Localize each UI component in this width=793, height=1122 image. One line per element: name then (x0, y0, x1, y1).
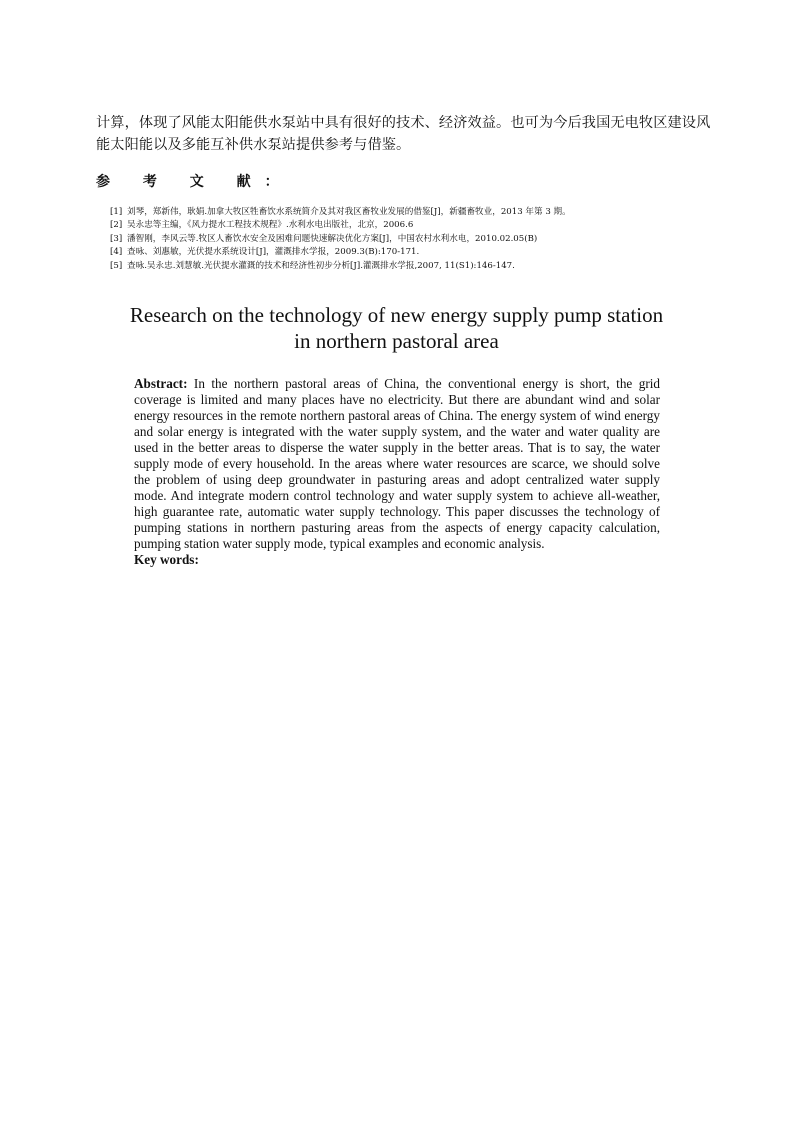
abstract-paragraph (134, 376, 660, 552)
keywords-label: Key words: (134, 552, 199, 567)
reference-number: [3] (110, 233, 123, 244)
reference-item (110, 233, 670, 246)
reference-text: 刘琴，郑新伟，耿娟.加拿大牧区牲畜饮水系统简介及其对我区畜牧业发展的借鉴[J]，新疆畜牧业，2013 年第 3 期。 (127, 207, 571, 217)
references-list (110, 206, 670, 273)
keywords-line (134, 552, 660, 568)
reference-number: [5] (110, 260, 123, 271)
abstract-label: Abstract: (134, 376, 188, 391)
reference-item (110, 260, 670, 273)
english-title-line2: in northern pastoral area (294, 329, 499, 353)
reference-item (110, 206, 670, 219)
reference-text: 查咏、刘惠敏，光伏提水系统设计[J]，灌溉排水学报，2009.3(B):170-171. (127, 247, 420, 258)
reference-text: 查咏.吴永忠.刘慧敏.光伏提水灌溉的技术和经济性初步分析[J].灌溉排水学报,2007, 11(S1):146-147. (127, 260, 515, 271)
body-text-section (96, 112, 716, 156)
reference-number: [2] (110, 220, 123, 231)
reference-item (110, 246, 670, 259)
references-heading: 参 考 文 献： (96, 174, 293, 190)
reference-text: 潘智刚，李风云等.牧区人畜饮水安全及困难问题快速解决优化方案[J]，中国农村水利水电，2010.02.05(B) (127, 233, 538, 244)
english-abstract (134, 376, 660, 568)
reference-text: 吴永忠等主编，《风力提水工程技术规程》.水利水电出版社，北京，2006.6 (127, 220, 414, 231)
reference-number: [4] (110, 247, 123, 258)
english-title-line1: Research on the technology of new energy supply pump station (129, 303, 664, 327)
reference-item (110, 219, 670, 232)
reference-number: [1] (110, 207, 123, 217)
body-paragraph: 计算，体现了风能太阳能供水泵站中具有很好的技术、经济效益。也可为今后我国无电牧区建设风能太阳能以及多能互补供水泵站提供参考与借鉴。 (96, 115, 711, 153)
abstract-text: In the northern pastoral areas of China, the conventional energy is short, the grid coverage is limited and many places have no electricity. But there are abundant wind and solar energy resources in the remote northern pastoral areas of China. The energy system of wind energy and solar energy is integrated with the water supply system, and the water and water quality are used in the better areas to disperse the water supply in the better areas. That is to say, the water supply mode of every household. In the areas where water resources are scarce, we should solve the problem of using deep groundwater in pasturing areas and adopt centralized water supply mode. And integrate modern control technology and water supply system to achieve all-weather, high guarantee rate, automatic water supply technology. This paper discusses the technology of pumping stations in northern pasturing areas from the aspects of energy capacity calculation, pumping station water supply mode, typical examples and economic analysis. (134, 376, 660, 551)
english-title (96, 302, 697, 354)
